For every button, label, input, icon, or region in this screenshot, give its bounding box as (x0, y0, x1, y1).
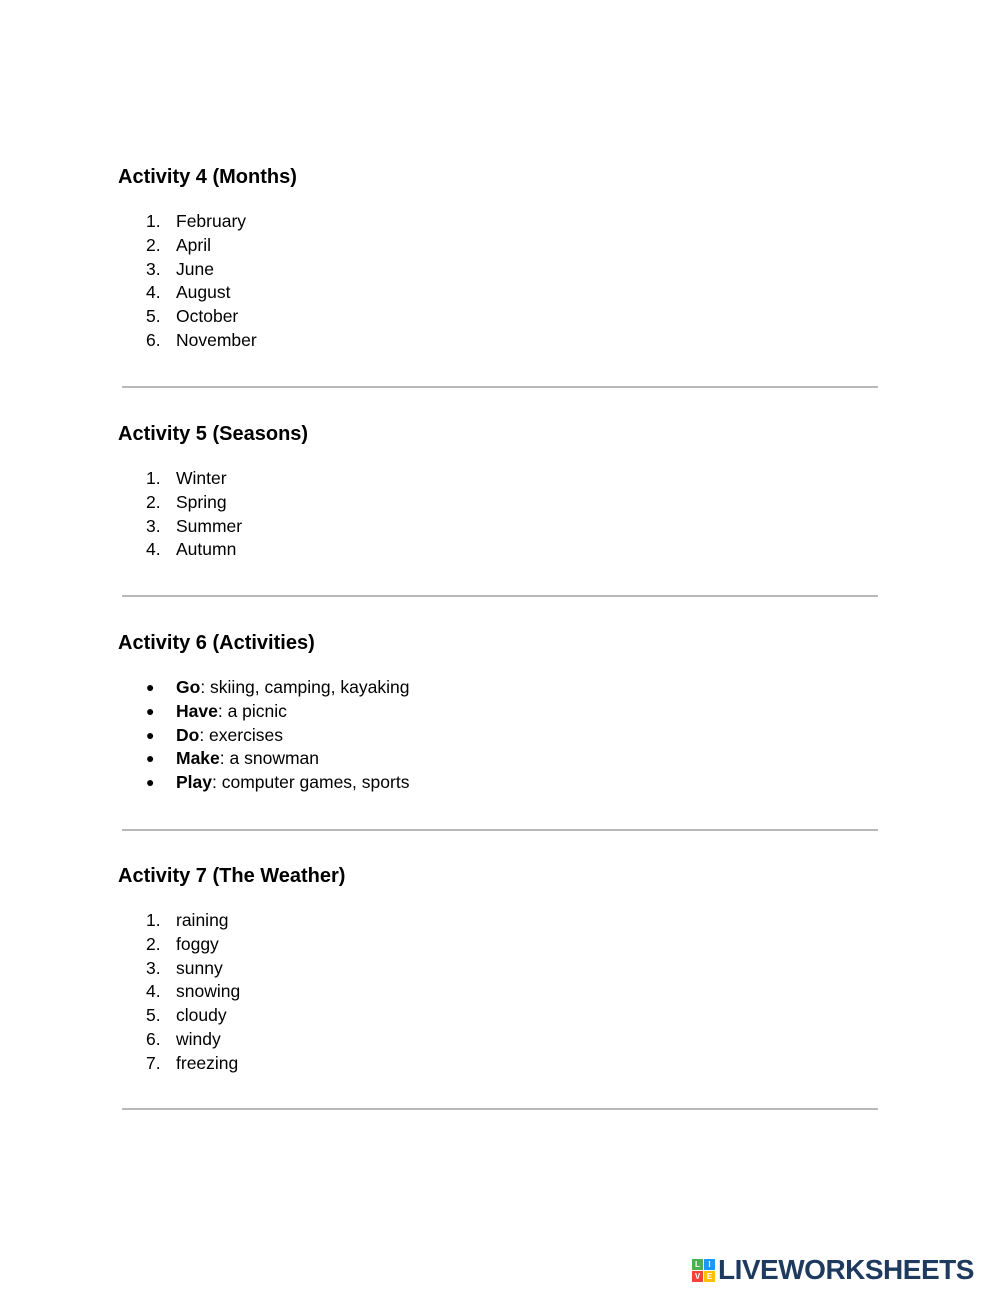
activity-7-heading: Activity 7 (The Weather) (118, 865, 346, 887)
item-text: cloudy (176, 1005, 227, 1026)
bullet-icon: ● (146, 679, 155, 695)
item-number: 4. (146, 539, 161, 560)
item-text (176, 676, 409, 700)
item-number: 5. (146, 1005, 161, 1026)
item-number: 3. (146, 957, 161, 978)
item-number: 6. (146, 1028, 161, 1049)
item-text: April (176, 234, 212, 255)
item-text: November (176, 329, 257, 350)
item-detail: : exercises (199, 724, 283, 745)
item-text: windy (176, 1028, 221, 1049)
item-text: October (176, 306, 239, 327)
item-number: 7. (146, 1052, 161, 1073)
item-text: snowing (176, 981, 241, 1002)
item-text (176, 724, 283, 748)
logo-grid-icon (692, 1259, 715, 1282)
bullet-icon: ● (146, 726, 155, 743)
item-text: Autumn (176, 539, 237, 560)
item-verb: Do (176, 724, 200, 745)
item-text (176, 700, 287, 724)
section-divider (122, 595, 878, 597)
liveworksheets-logo (692, 1254, 974, 1286)
item-detail: : a snowman (219, 748, 319, 769)
item-number: 3. (146, 258, 161, 279)
activity-5-heading: Activity 5 (Seasons) (118, 423, 309, 445)
bullet-icon: ● (146, 702, 155, 719)
item-text: sunny (176, 957, 223, 978)
item-text: June (176, 258, 214, 279)
item-number: 2. (146, 491, 161, 512)
activity-6-heading: Activity 6 (Activities) (118, 632, 315, 654)
item-text: Spring (176, 491, 227, 512)
section-divider (122, 1108, 878, 1110)
item-number: 2. (146, 933, 161, 954)
item-number: 2. (146, 234, 161, 255)
item-detail: : computer games, sports (212, 772, 410, 793)
item-verb: Make (176, 748, 220, 769)
bullet-icon: ● (146, 774, 155, 791)
item-text (176, 747, 319, 771)
logo-cell: I (704, 1259, 715, 1270)
item-text: raining (176, 910, 229, 930)
item-number: 4. (146, 981, 161, 1002)
item-verb: Go (176, 677, 201, 697)
section-divider (122, 386, 878, 388)
item-number: 1. (146, 910, 161, 930)
logo-text: LIVEWORKSHEETS (718, 1254, 974, 1285)
item-number: 4. (146, 282, 161, 303)
logo-cell: E (704, 1271, 715, 1282)
item-text: freezing (176, 1052, 239, 1073)
logo-cell: V (692, 1271, 703, 1282)
item-text (176, 771, 409, 795)
item-detail: : a picnic (217, 700, 287, 721)
activity-4-heading: Activity 4 (Months) (118, 166, 297, 188)
item-number: 1. (146, 468, 161, 488)
bullet-icon: ● (146, 750, 155, 767)
item-text: foggy (176, 933, 219, 954)
item-verb: Play (176, 772, 212, 793)
item-number: 5. (146, 306, 161, 327)
logo-cell: L (692, 1259, 703, 1270)
item-detail: : skiing, camping, kayaking (200, 677, 410, 697)
item-number: 1. (146, 211, 161, 231)
item-text: Winter (176, 468, 227, 488)
item-number: 3. (146, 515, 161, 536)
item-text: Summer (176, 515, 243, 536)
item-number: 6. (146, 329, 161, 350)
item-text: February (176, 211, 247, 231)
item-text: August (176, 282, 231, 303)
section-divider (122, 829, 878, 831)
item-verb: Have (176, 700, 218, 721)
